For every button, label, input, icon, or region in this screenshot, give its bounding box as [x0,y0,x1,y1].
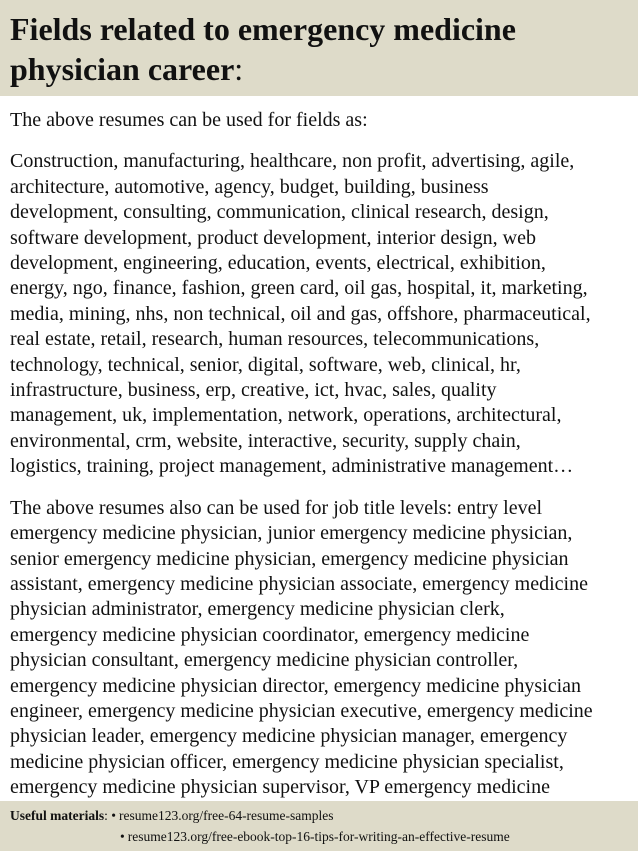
useful-materials-label: Useful materials [10,808,105,823]
page-title-colon: : [234,51,244,87]
page-title [10,9,628,89]
job-title-levels: The above resumes also can be used for job title levels: entry level emergency medicine physician, junior emergency medicine physician, senior emergency medicine physician, emergency medicine physician assistant, emergency medicine physician associate, emergency medicine physician administrator, emergency medicine physician clerk, emergency medicine physician coordinator, emergency medicine physician consultant, emergency medicine physician controller, emergency medicine physician director, emergency medicine physician engineer, emergency medicine physician executive, emergency medicine physician leader, emergency medicine physician manager, emergency medicine physician officer, emergency medicine physician specialist, emergency medicine physician supervisor, VP emergency medicine [10,496,593,799]
main-content [10,108,635,800]
footer-row-2 [10,826,628,847]
resume-samples-link[interactable]: resume123.org/free-64-resume-samples [118,808,334,823]
intro-text: The above resumes can be used for fields as: [10,109,368,131]
fields-list: Construction, manufacturing, healthcare, non profit, advertising, agile, architecture, automotive, agency, budget, building, business development, consulting, communication, clinical research, design, software development, product development, interior design, web development, engineering, education, events, electrical, exhibition, energy, ngo, finance, fashion, green card, oil gas, hospital, it, marketing, media, mining, nhs, non technical, oil and gas, offshore, pharmaceutical, real estate, retail, research, human resources, telecommunications, technology, technical, senior, digital, software, web, clinical, hr, infrastructure, business, erp, creative, ict, hvac, sales, quality management, uk, implementation, network, operations, architectural, environmental, crm, website, interactive, security, supply chain, logistics, training, project management, administrative management… [10,150,591,478]
resume-ebook-link[interactable]: resume123.org/free-ebook-top-16-tips-for-writing-an-effective-resume [127,829,510,844]
bullet-icon: • [120,829,125,844]
useful-materials-footer [0,801,638,851]
bullet-icon: • [111,808,116,823]
useful-materials-colon: : [104,808,108,823]
footer-row-1 [10,805,628,826]
page-title-text: Fields related to emergency medicine physician career [10,11,516,87]
title-banner [0,0,638,96]
